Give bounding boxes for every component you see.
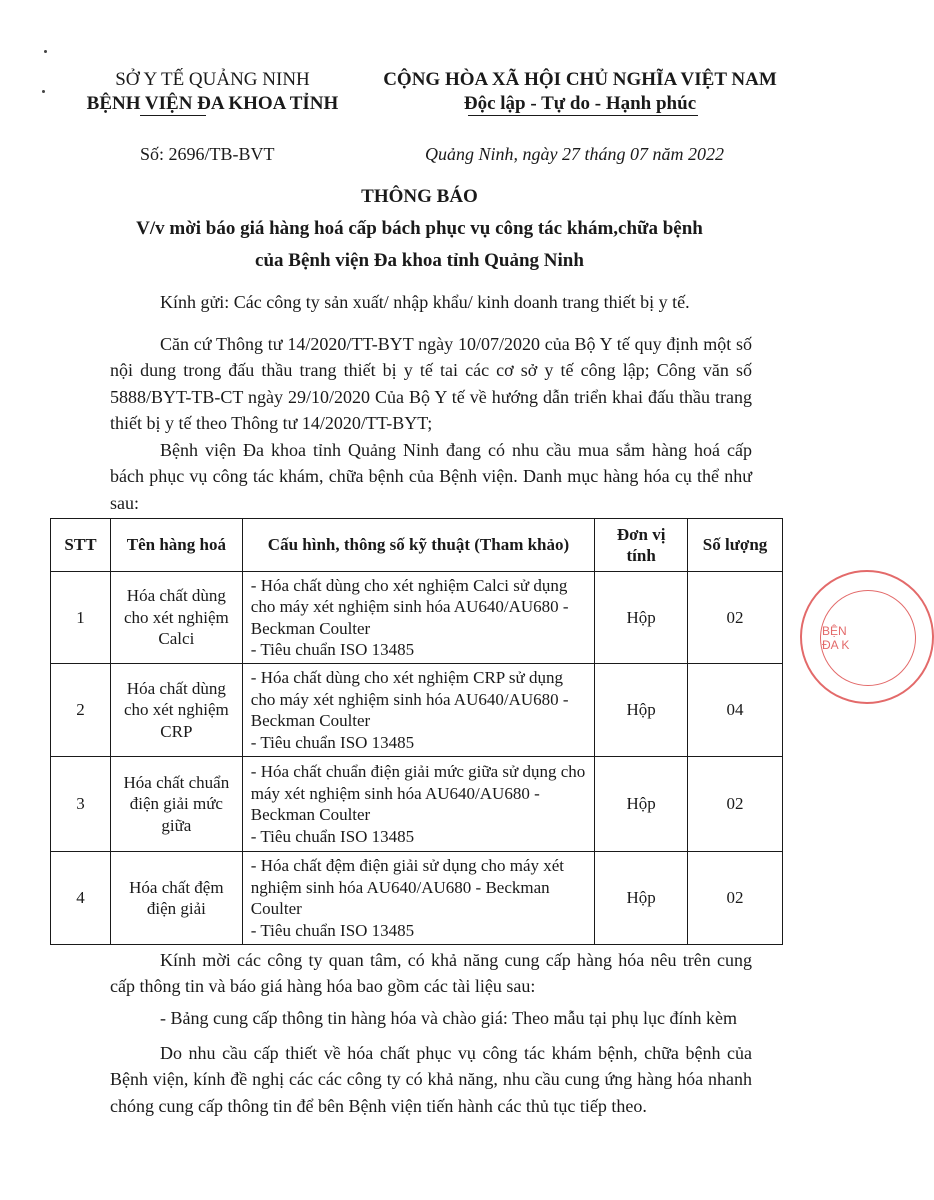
row-unit: Hộp (595, 664, 688, 757)
place-and-date: Quảng Ninh, ngày 27 tháng 07 năm 2022 (425, 144, 724, 164)
table-row (51, 664, 783, 757)
header-name: Tên hàng hoá (110, 519, 242, 572)
row-name: Hóa chất dùng cho xét nghiệm Calci (110, 572, 242, 664)
row-stt: 3 (51, 757, 111, 852)
document-subject-line2: của Bệnh viện Đa khoa tỉnh Quảng Ninh (255, 250, 584, 271)
row-unit: Hộp (595, 852, 688, 945)
row-stt: 1 (51, 572, 111, 664)
row-standard: - Tiêu chuẩn ISO 13485 (250, 732, 415, 752)
issuer-block (60, 68, 365, 116)
row-spec-text: - Hóa chất chuẩn điện giải mức giữa sử dụng cho máy xét nghiệm sinh hóa AU640/AU680 - Beckman Coulter (250, 762, 586, 824)
seal-text (822, 624, 849, 652)
invitation-paragraph: Kính mời các công ty quan tâm, có khả năng cung cấp hàng hóa nêu trên cung cấp thông tin và báo giá hàng hóa bao gồm các tài liệu sau: (110, 950, 752, 997)
motto-underline (468, 115, 698, 116)
row-spec-text: - Hóa chất dùng cho xét nghiệm Calci sử dụng cho máy xét nghiệm sinh hóa AU640/AU680 - Beckman Coulter (250, 575, 569, 638)
table-row (51, 572, 783, 664)
seal-text-line1: BỆN (822, 624, 847, 638)
need-paragraph: Bệnh viện Đa khoa tỉnh Quảng Ninh đang có nhu cầu mua sắm hàng hoá cấp bách phục vụ công tác khám, chữa bệnh của Bệnh viện. Danh mục hàng hóa cụ thể như sau: (110, 440, 752, 513)
table-row (51, 757, 783, 852)
row-stt: 2 (51, 664, 111, 757)
issuer-hospital: BỆNH VIỆN ĐA KHOA TỈNH (86, 93, 339, 114)
official-seal-stamp (800, 570, 934, 704)
row-spec-text: - Hóa chất đệm điện giải sử dụng cho máy xét nghiệm sinh hóa AU640/AU680 - Beckman Coulter (250, 856, 565, 918)
row-name: Hóa chất đệm điện giải (110, 852, 242, 945)
document-subject-line1: V/v mời báo giá hàng hoá cấp bách phục vụ công tác khám,chữa bệnh (136, 218, 703, 239)
row-unit: Hộp (595, 572, 688, 664)
legal-basis-paragraph: Căn cứ Thông tư 14/2020/TT-BYT ngày 10/07/2020 của Bộ Y tế quy định một số nội dung trong đấu thầu trang thiết bị y tế tai các cơ sở y tế công lập; Công văn số 5888/BYT-TB-CT ngày 29/10/2020 Của Bộ Y tế về hướng dẫn triển khai đấu thầu trang thiết bị y tế theo Thông tư 14/2020/TT-BYT; (110, 334, 752, 433)
header-spec: Cấu hình, thông số kỹ thuật (Tham khảo) (242, 519, 594, 572)
row-spec-text: - Hóa chất dùng cho xét nghiệm CRP sử dụng cho máy xét nghiệm sinh hóa AU640/AU680 - Beckman Coulter (250, 668, 569, 730)
row-standard: - Tiêu chuẩn ISO 13485 (250, 920, 415, 940)
row-spec (242, 757, 594, 852)
goods-table (50, 518, 783, 945)
header-stt: STT (51, 519, 111, 572)
national-title: CỘNG HÒA XÃ HỘI CHỦ NGHĨA VIỆT NAM (383, 69, 777, 90)
header-unit-line1: Đơn vị (616, 524, 666, 544)
row-spec (242, 852, 594, 945)
row-standard: - Tiêu chuẩn ISO 13485 (250, 826, 415, 846)
header-unit-line2: tính (626, 546, 656, 565)
table-header-row (51, 519, 783, 572)
recipient-line: Kính gửi: Các công ty sản xuất/ nhập khẩu/ kinh doanh trang thiết bị y tế. (160, 292, 690, 312)
row-qty: 04 (688, 664, 783, 757)
closing-paragraph: Do nhu cầu cấp thiết về hóa chất phục vụ công tác khám bệnh, chữa bệnh của Bệnh viện, kính đề nghị các các công ty có khả năng, nhu cầu cung ứng hàng hóa nhanh chóng cung cấp thông tin để bên Bệnh viện tiến hành các thủ tục tiếp theo. (110, 1043, 752, 1116)
row-standard: - Tiêu chuẩn ISO 13485 (250, 640, 415, 659)
issuer-department: SỞ Y TẾ QUẢNG NINH (115, 69, 310, 90)
document-title: THÔNG BÁO (361, 186, 478, 207)
row-name: Hóa chất dùng cho xét nghiệm CRP (110, 664, 242, 757)
row-qty: 02 (688, 852, 783, 945)
header-unit (595, 519, 688, 572)
required-document-bullet: - Bảng cung cấp thông tin hàng hóa và chào giá: Theo mẫu tại phụ lục đính kèm (160, 1008, 738, 1028)
scan-speck (42, 90, 45, 93)
row-spec (242, 664, 594, 757)
header-qty: Số lượng (688, 519, 783, 572)
row-stt: 4 (51, 852, 111, 945)
table-row (51, 852, 783, 945)
seal-text-line2: ĐA K (822, 638, 850, 652)
issuer-underline (140, 115, 206, 116)
scan-speck (44, 50, 47, 53)
row-qty: 02 (688, 572, 783, 664)
row-name: Hóa chất chuẩn điện giải mức giữa (110, 757, 242, 852)
national-motto-block (370, 68, 790, 116)
document-number: Số: 2696/TB-BVT (140, 144, 275, 164)
national-motto: Độc lập - Tự do - Hạnh phúc (463, 93, 697, 114)
row-unit: Hộp (595, 757, 688, 852)
row-spec (242, 572, 594, 664)
row-qty: 02 (688, 757, 783, 852)
